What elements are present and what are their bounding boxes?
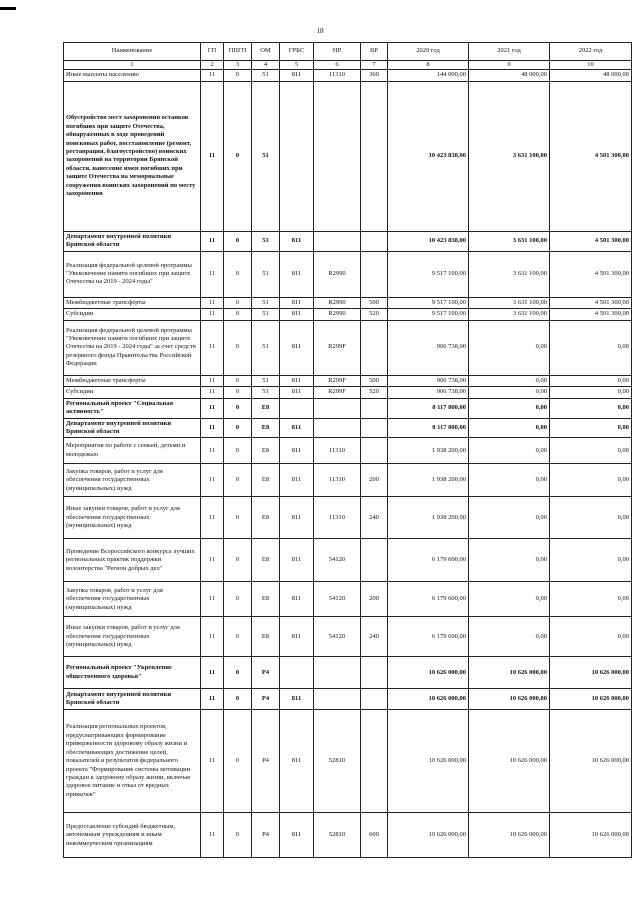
nr-cell: 11310: [314, 497, 361, 539]
row-name: Закупка товаров, работ и услуг для обеспечения государственных (муниципальных) нужд: [64, 582, 201, 617]
amount-2022: 0,00: [550, 375, 632, 386]
amount-2022: 0,00: [550, 497, 632, 539]
amount-2022: 10 626 000,00: [550, 657, 632, 689]
gp-cell: 11: [201, 813, 224, 858]
nr-cell: [314, 398, 361, 418]
amount-2021: 0,00: [469, 438, 550, 464]
ppgp-cell: 0: [224, 617, 252, 657]
row-name: Субсидии: [64, 309, 201, 320]
ppgp-cell: 0: [224, 438, 252, 464]
ppgp-cell: 0: [224, 387, 252, 398]
nr-cell: 11310: [314, 464, 361, 497]
amount-2021: 0,00: [469, 497, 550, 539]
nr-cell: 52810: [314, 710, 361, 813]
vr-cell: [361, 231, 388, 251]
row-name: Иные выплаты населению: [64, 70, 201, 81]
gp-cell: 11: [201, 297, 224, 308]
amount-2020: 144 000,00: [388, 70, 469, 81]
vr-cell: 360: [361, 70, 388, 81]
column-number: 4: [252, 61, 280, 70]
amount-2021: 0,00: [469, 320, 550, 375]
ppgp-cell: 0: [224, 710, 252, 813]
vr-cell: 600: [361, 813, 388, 858]
amount-2021: 3 631 100,00: [469, 251, 550, 297]
grbs-cell: 811: [280, 617, 314, 657]
nr-cell: 54120: [314, 539, 361, 582]
ppgp-cell: 0: [224, 81, 252, 231]
vr-cell: 520: [361, 387, 388, 398]
nr-cell: R2990: [314, 251, 361, 297]
gp-cell: 11: [201, 497, 224, 539]
vr-cell: [361, 398, 388, 418]
column-number: 7: [361, 61, 388, 70]
gp-cell: 11: [201, 657, 224, 689]
amount-2020: 9 517 100,00: [388, 309, 469, 320]
amount-2022: 0,00: [550, 418, 632, 438]
gp-cell: 11: [201, 617, 224, 657]
row-name: Реализация региональных проектов, предусматривающих формирование приверженности здоровому образу жизни и обеспечивающих достижение целей, показателей и результатов федерального проекта "Формирование системы мотивации граждан к здоровому образу жизни, включая здоровое питание и отказ от вредных привычек": [64, 710, 201, 813]
vr-cell: [361, 657, 388, 689]
gp-cell: 11: [201, 375, 224, 386]
nr-cell: R299F: [314, 320, 361, 375]
amount-2021: 0,00: [469, 418, 550, 438]
gp-cell: 11: [201, 231, 224, 251]
grbs-cell: [280, 398, 314, 418]
vr-cell: [361, 320, 388, 375]
grbs-cell: 811: [280, 297, 314, 308]
grbs-cell: 811: [280, 710, 314, 813]
header-cell: 2022 год: [550, 43, 632, 61]
budget-table: [63, 42, 632, 858]
om-cell: 51: [252, 387, 280, 398]
column-number: 2: [201, 61, 224, 70]
gp-cell: 11: [201, 398, 224, 418]
amount-2022: 0,00: [550, 617, 632, 657]
table-row: [64, 251, 632, 297]
amount-2022: 10 626 000,00: [550, 689, 632, 710]
amount-2020: 1 938 200,00: [388, 497, 469, 539]
table-row: [64, 689, 632, 710]
row-name: Обустройство мест захоронения останков погибших при защите Отечества, обнаруженных в ходе проведений поисковых работ, восстановление (ремонт, реставрация, благоустройство) воинских захоронений на территории Брянской области, нанесение имен погибших при защите Отечества на мемориальные сооружения воинских захоронений по месту захоронения: [64, 81, 201, 231]
om-cell: E8: [252, 438, 280, 464]
nr-cell: R299F: [314, 387, 361, 398]
ppgp-cell: 0: [224, 297, 252, 308]
gp-cell: 11: [201, 320, 224, 375]
om-cell: E8: [252, 418, 280, 438]
row-name: Департамент внутренней политики Брянской области: [64, 231, 201, 251]
gp-cell: 11: [201, 539, 224, 582]
amount-2021: 0,00: [469, 464, 550, 497]
vr-cell: 200: [361, 582, 388, 617]
header-cell: Наименование: [64, 43, 201, 61]
ppgp-cell: 0: [224, 539, 252, 582]
nr-cell: [314, 418, 361, 438]
ppgp-cell: 0: [224, 375, 252, 386]
ppgp-cell: 0: [224, 70, 252, 81]
amount-2020: 906 738,00: [388, 387, 469, 398]
column-number: 10: [550, 61, 632, 70]
om-cell: 51: [252, 320, 280, 375]
header-cell: НР: [314, 43, 361, 61]
header-cell: ГРБС: [280, 43, 314, 61]
table-row: [64, 81, 632, 231]
amount-2020: 10 626 000,00: [388, 689, 469, 710]
grbs-cell: 811: [280, 309, 314, 320]
ppgp-cell: 0: [224, 418, 252, 438]
om-cell: 51: [252, 309, 280, 320]
vr-cell: [361, 689, 388, 710]
row-name: Мероприятия по работе с семьей, детьми и молодежью: [64, 438, 201, 464]
nr-cell: 54120: [314, 617, 361, 657]
grbs-cell: 811: [280, 497, 314, 539]
nr-cell: [314, 657, 361, 689]
grbs-cell: [280, 81, 314, 231]
amount-2022: 0,00: [550, 464, 632, 497]
ppgp-cell: 0: [224, 813, 252, 858]
ppgp-cell: 0: [224, 320, 252, 375]
grbs-cell: 811: [280, 418, 314, 438]
vr-cell: [361, 251, 388, 297]
row-name: Департамент внутренней политики Брянской области: [64, 418, 201, 438]
table-row: [64, 582, 632, 617]
nr-cell: 54120: [314, 582, 361, 617]
vr-cell: 240: [361, 497, 388, 539]
header-cell: ГП: [201, 43, 224, 61]
amount-2021: 0,00: [469, 539, 550, 582]
ppgp-cell: 0: [224, 398, 252, 418]
amount-2021: 0,00: [469, 375, 550, 386]
gp-cell: 11: [201, 582, 224, 617]
amount-2020: 6 179 600,00: [388, 539, 469, 582]
header-cell: ВР: [361, 43, 388, 61]
nr-cell: [314, 231, 361, 251]
om-cell: P4: [252, 657, 280, 689]
vr-cell: 240: [361, 617, 388, 657]
grbs-cell: [280, 657, 314, 689]
amount-2021: 0,00: [469, 617, 550, 657]
ppgp-cell: 0: [224, 464, 252, 497]
nr-cell: R2990: [314, 297, 361, 308]
nr-cell: R299F: [314, 375, 361, 386]
vr-cell: [361, 438, 388, 464]
amount-2020: 906 738,00: [388, 375, 469, 386]
amount-2020: 6 179 600,00: [388, 617, 469, 657]
ppgp-cell: 0: [224, 251, 252, 297]
nr-cell: [314, 689, 361, 710]
nr-cell: [314, 81, 361, 231]
amount-2021: 10 626 000,00: [469, 689, 550, 710]
table-row: [64, 710, 632, 813]
table-row: [64, 617, 632, 657]
vr-cell: [361, 710, 388, 813]
om-cell: P4: [252, 710, 280, 813]
table-row: [64, 539, 632, 582]
grbs-cell: 811: [280, 689, 314, 710]
row-name: Реализация федеральной целевой программы "Увековечение памяти погибших при защите Отечества на 2019 - 2024 годы": [64, 251, 201, 297]
grbs-cell: 811: [280, 231, 314, 251]
amount-2021: 0,00: [469, 387, 550, 398]
grbs-cell: 811: [280, 464, 314, 497]
gp-cell: 11: [201, 464, 224, 497]
amount-2021: 48 000,00: [469, 70, 550, 81]
header-cell: 2021 год: [469, 43, 550, 61]
nr-cell: R2990: [314, 309, 361, 320]
om-cell: E8: [252, 582, 280, 617]
amount-2022: 0,00: [550, 387, 632, 398]
amount-2021: 10 626 000,00: [469, 657, 550, 689]
row-name: Региональный проект "Социальная активность": [64, 398, 201, 418]
vr-cell: 500: [361, 375, 388, 386]
column-number: 5: [280, 61, 314, 70]
amount-2020: 9 517 100,00: [388, 297, 469, 308]
gp-cell: 11: [201, 689, 224, 710]
amount-2022: 4 501 300,00: [550, 231, 632, 251]
amount-2022: 48 000,00: [550, 70, 632, 81]
amount-2020: 10 626 000,00: [388, 813, 469, 858]
gp-cell: 11: [201, 418, 224, 438]
column-number: 1: [64, 61, 201, 70]
amount-2021: 10 626 000,00: [469, 813, 550, 858]
amount-2020: 9 517 100,00: [388, 251, 469, 297]
table-row: [64, 398, 632, 418]
amount-2020: 1 938 200,00: [388, 464, 469, 497]
table-row: [64, 418, 632, 438]
gp-cell: 11: [201, 251, 224, 297]
amount-2020: 10 626 000,00: [388, 710, 469, 813]
row-name: Департамент внутренней политики Брянской области: [64, 689, 201, 710]
row-name: Региональный проект "Укрепление общественного здоровья": [64, 657, 201, 689]
row-name: Предоставление субсидий бюджетным, автономным учреждениям и иным некоммерческим организациям: [64, 813, 201, 858]
amount-2021: 0,00: [469, 398, 550, 418]
nr-cell: 52810: [314, 813, 361, 858]
amount-2022: 0,00: [550, 320, 632, 375]
grbs-cell: 811: [280, 387, 314, 398]
row-name: Субсидии: [64, 387, 201, 398]
amount-2022: 4 501 300,00: [550, 297, 632, 308]
om-cell: 51: [252, 251, 280, 297]
table-row: [64, 438, 632, 464]
column-number: 3: [224, 61, 252, 70]
amount-2022: 0,00: [550, 539, 632, 582]
column-number: 6: [314, 61, 361, 70]
amount-2022: 10 626 000,00: [550, 813, 632, 858]
amount-2021: 3 631 100,00: [469, 81, 550, 231]
table-row: [64, 320, 632, 375]
grbs-cell: 811: [280, 375, 314, 386]
ppgp-cell: 0: [224, 689, 252, 710]
grbs-cell: 811: [280, 582, 314, 617]
amount-2021: 3 631 100,00: [469, 231, 550, 251]
gp-cell: 11: [201, 710, 224, 813]
table-row: [64, 464, 632, 497]
vr-cell: 200: [361, 464, 388, 497]
nr-cell: 11310: [314, 438, 361, 464]
vr-cell: [361, 539, 388, 582]
row-name: Реализация федеральной целевой программы "Увековечение памяти погибших при защите Отечества на 2019 - 2024 годы" за счет средств резервного фонда Правительства Российской Федерации: [64, 320, 201, 375]
om-cell: P4: [252, 813, 280, 858]
amount-2020: 8 117 800,00: [388, 398, 469, 418]
amount-2020: 1 938 200,00: [388, 438, 469, 464]
gp-cell: 11: [201, 81, 224, 231]
row-name: Межбюджетные трансферты: [64, 297, 201, 308]
table-row: [64, 497, 632, 539]
amount-2022: 4 501 300,00: [550, 81, 632, 231]
om-cell: 51: [252, 375, 280, 386]
table-body: [64, 70, 632, 858]
amount-2020: 10 423 838,00: [388, 81, 469, 231]
amount-2021: 10 626 000,00: [469, 710, 550, 813]
om-cell: 51: [252, 231, 280, 251]
om-cell: 51: [252, 81, 280, 231]
om-cell: E8: [252, 398, 280, 418]
amount-2020: 8 117 800,00: [388, 418, 469, 438]
gp-cell: 11: [201, 387, 224, 398]
amount-2022: 0,00: [550, 438, 632, 464]
table-row: [64, 231, 632, 251]
grbs-cell: 811: [280, 320, 314, 375]
om-cell: E8: [252, 539, 280, 582]
table-row: [64, 309, 632, 320]
amount-2022: 0,00: [550, 398, 632, 418]
row-name: Проведение Всероссийского конкурса лучших региональных практик поддержки волонтерства "Регион добрых дел": [64, 539, 201, 582]
table-row: [64, 657, 632, 689]
amount-2020: 10 626 000,00: [388, 657, 469, 689]
grbs-cell: 811: [280, 813, 314, 858]
amount-2022: 10 626 000,00: [550, 710, 632, 813]
table-row: [64, 297, 632, 308]
table-row: [64, 70, 632, 81]
nr-cell: 11310: [314, 70, 361, 81]
om-cell: E8: [252, 464, 280, 497]
header-cell: 2020 год: [388, 43, 469, 61]
column-number: 8: [388, 61, 469, 70]
gp-cell: 11: [201, 70, 224, 81]
header-row: [64, 43, 632, 61]
amount-2021: 3 631 100,00: [469, 297, 550, 308]
header-cell: ОМ: [252, 43, 280, 61]
ppgp-cell: 0: [224, 309, 252, 320]
vr-cell: 500: [361, 297, 388, 308]
amount-2020: 10 423 838,00: [388, 231, 469, 251]
vr-cell: [361, 418, 388, 438]
vr-cell: [361, 81, 388, 231]
amount-2020: 6 179 600,00: [388, 582, 469, 617]
om-cell: 51: [252, 297, 280, 308]
om-cell: E8: [252, 497, 280, 539]
amount-2022: 0,00: [550, 582, 632, 617]
vr-cell: 520: [361, 309, 388, 320]
row-name: Иные закупки товаров, работ и услуг для обеспечения государственных (муниципальных) нужд: [64, 497, 201, 539]
table-row: [64, 375, 632, 386]
gp-cell: 11: [201, 438, 224, 464]
row-name: Межбюджетные трансферты: [64, 375, 201, 386]
om-cell: 51: [252, 70, 280, 81]
om-cell: E8: [252, 617, 280, 657]
page-number: 18: [316, 27, 324, 35]
column-number: 9: [469, 61, 550, 70]
amount-2021: 3 631 100,00: [469, 309, 550, 320]
gp-cell: 11: [201, 309, 224, 320]
corner-mark: [0, 7, 16, 10]
ppgp-cell: 0: [224, 231, 252, 251]
column-number-row: [64, 61, 632, 70]
row-name: Закупка товаров, работ и услуг для обеспечения государственных (муниципальных) нужд: [64, 464, 201, 497]
grbs-cell: 811: [280, 251, 314, 297]
om-cell: P4: [252, 689, 280, 710]
table-row: [64, 813, 632, 858]
ppgp-cell: 0: [224, 657, 252, 689]
table-row: [64, 387, 632, 398]
ppgp-cell: 0: [224, 582, 252, 617]
amount-2021: 0,00: [469, 582, 550, 617]
amount-2022: 4 501 300,00: [550, 309, 632, 320]
amount-2020: 906 738,00: [388, 320, 469, 375]
amount-2022: 4 501 300,00: [550, 251, 632, 297]
grbs-cell: 811: [280, 539, 314, 582]
row-name: Иные закупки товаров, работ и услуг для обеспечения государственных (муниципальных) нужд: [64, 617, 201, 657]
header-cell: ППГП: [224, 43, 252, 61]
ppgp-cell: 0: [224, 497, 252, 539]
grbs-cell: 811: [280, 438, 314, 464]
grbs-cell: 811: [280, 70, 314, 81]
